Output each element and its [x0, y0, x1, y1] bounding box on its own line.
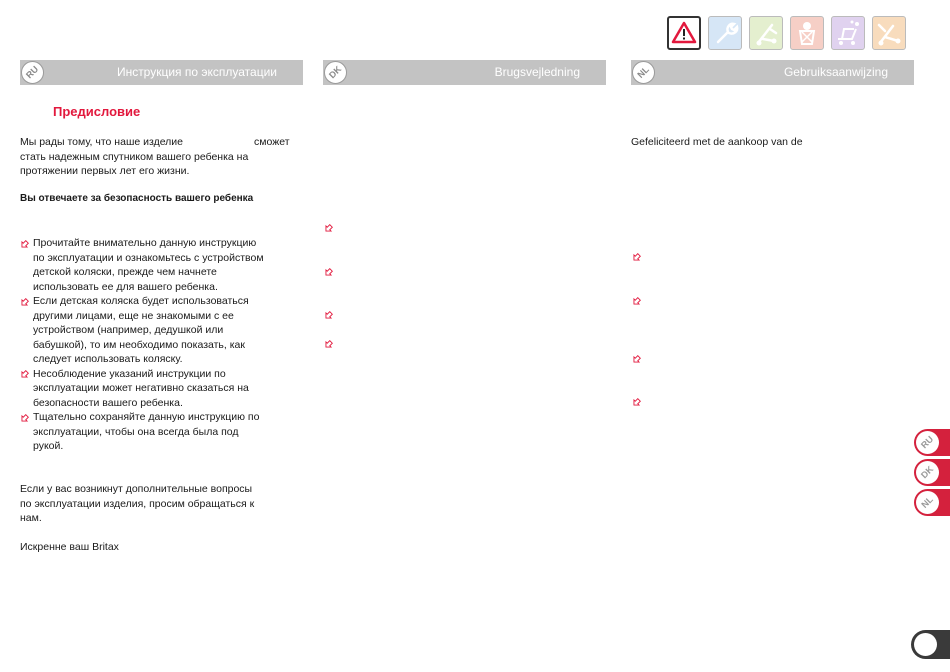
stroller-accessory-icon: [872, 16, 906, 50]
bullet-3-line-1: Несоблюдение указаний инструкции по: [33, 367, 226, 380]
arrow-bullet-icon: [632, 398, 641, 407]
bullet-4-line-1: Тщательно сохраняйте данную инструкцию по: [33, 411, 260, 423]
intro-line-3: протяжении первых лет его жизни.: [20, 165, 190, 177]
bullet-3-line-3: безопасности вашего ребенка.: [33, 396, 183, 409]
language-badge: NL: [916, 491, 939, 514]
bullet-2-line-2: другими лицами, еще не знакомыми с ее: [33, 309, 234, 322]
language-badge: DK: [324, 61, 347, 84]
bullet-3-line-2: эксплуатации может негативно сказаться на: [33, 382, 249, 394]
arrow-bullet-icon: [20, 414, 29, 423]
header-title: Gebruiksaanwijzing: [783, 65, 888, 79]
bullet-1-line-3: детской коляски, прежде чем начнете: [33, 266, 217, 278]
language-badge: RU: [21, 61, 44, 84]
bullet-2-line-5: следует использовать коляску.: [33, 353, 183, 365]
arrow-bullet-icon: [324, 224, 333, 233]
arrow-bullet-icon: [20, 298, 29, 307]
arrow-bullet-icon: [324, 340, 333, 349]
bullet-1-line-2: по эксплуатации и ознакомьтесь с устройством: [33, 251, 264, 264]
bullet-4-line-2: эксплуатации, чтобы она всегда была под: [33, 425, 239, 438]
arrow-bullet-icon: [20, 240, 29, 249]
bullet-2-line-3: устройством (например, дедушкой или: [33, 324, 224, 336]
contact-line-1: Если у вас возникнут дополнительные вопросы: [20, 483, 253, 495]
wrench-icon: [708, 16, 742, 50]
cleaning-icon: [831, 16, 865, 50]
intro-line-1-start: Мы рады тому, что наше изделие: [20, 136, 184, 148]
bullet-1-line-1: Прочитайте внимательно данную инструкцию: [33, 237, 257, 249]
intro-line-2: стать надежным спутником вашего ребенка на: [20, 150, 249, 163]
signature: Искренне ваш Britax: [20, 541, 119, 553]
language-badge: DK: [916, 461, 939, 484]
language-badge: RU: [916, 431, 939, 454]
responsibility-heading: Вы отвечаете за безопасность вашего ребенка: [20, 193, 254, 204]
arrow-bullet-icon: [324, 268, 333, 277]
bullet-1-line-4: использовать ее для вашего ребенка.: [33, 280, 218, 293]
contact-line-3: нам.: [20, 512, 42, 524]
stroller-fold-icon: [749, 16, 783, 50]
bullet-2-line-4: бабушкой), то им необходимо показать, как: [33, 338, 245, 351]
arrow-bullet-icon: [20, 370, 29, 379]
header-title: Инструкция по эксплуатации: [116, 65, 277, 79]
header-bar-dk: [323, 60, 606, 85]
language-badge: NL: [632, 61, 655, 84]
side-tab-dk[interactable]: [914, 459, 950, 486]
warning-icon: [667, 16, 701, 50]
contact-line-2: по эксплуатации изделия, просим обращаться к: [20, 497, 255, 510]
side-tab-nl[interactable]: [914, 489, 950, 516]
section-title: Предисловие: [53, 104, 141, 119]
arrow-bullet-icon: [324, 311, 333, 320]
side-tab-ru[interactable]: [914, 429, 950, 456]
arrow-bullet-icon: [632, 253, 641, 262]
child-harness-icon: [790, 16, 824, 50]
nl-intro: Gefeliciteerd met de aankoop van de: [631, 136, 803, 148]
bullet-2-line-1: Если детская коляска будет использоваться: [33, 295, 249, 307]
page-tab[interactable]: [911, 630, 950, 659]
header-bar-nl: [631, 60, 914, 85]
page-tab-dot: [914, 633, 937, 656]
header-bar-ru: [20, 60, 303, 85]
bullet-4-line-3: рукой.: [33, 440, 64, 452]
arrow-bullet-icon: [632, 297, 641, 306]
header-title: Brugsvejledning: [494, 65, 580, 79]
intro-line-1-end: сможет: [254, 136, 290, 148]
arrow-bullet-icon: [632, 355, 641, 364]
